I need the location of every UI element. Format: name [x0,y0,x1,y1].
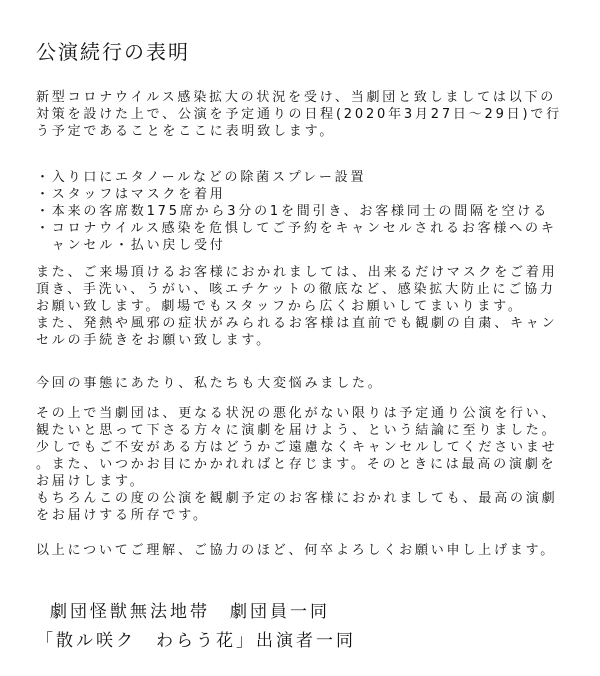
text-line: 今回の事態にあたり、私たちも大変悩みました。 [36,376,384,391]
closing-paragraph [36,542,576,559]
text-line: 。また、いつかお目にかかれればと存じます。そのときには最高の演劇を [36,457,557,472]
text-line: お願い致します。劇場でもスタッフから広くお願いしてまいります。 [36,299,524,314]
text-line: 以上についてご理解、ご協力のほど、何卒よろしくお願い申し上げます。 [36,543,557,558]
text-line: セルの手続きをお願い致します。 [36,333,272,348]
list-item: ・入り口にエタノールなどの除菌スプレー設置 [36,170,367,185]
text-line: 観たいと思って下さる方々に演劇を届けよう、という結論に至りました。 [36,423,558,438]
text-line: 頂き、手洗い、うがい、咳エチケットの徹底など、感染拡大防止にご協力 [36,282,556,297]
worry-paragraph [36,375,576,392]
text-line: 少しでもご不安がある方はどうかご遠慮なくキャンセルしてくださいませ [36,440,558,455]
intro-paragraph [36,89,576,140]
list-item: ャンセル・払い戻し受付 [36,238,226,253]
text-line: お届けします。 [36,474,146,489]
text-line: もちろんこの度の公演を観劇予定のお客様におかれましても、最高の演劇 [36,491,558,506]
text-line: をお届けする所存です。 [36,508,209,523]
decision-paragraph [36,405,576,524]
text-line: また、発熱や風邪の症状がみられるお客様は直前でも観劇の自粛、キャン [36,316,558,331]
text-line: また、ご来場頂けるお客様におかれましては、出来るだけマスクをご着用 [36,265,558,280]
list-item: ・スタッフはマスクを着用 [36,187,226,202]
text-line: 新型コロナウイルス感染拡大の状況を受け、当劇団と致しましては以下の [36,90,557,105]
request-paragraph [36,264,576,349]
measures-list [36,169,576,254]
text-line: その上で当劇団は、更なる状況の悪化がない限りは予定通り公演を行い、 [36,406,558,421]
page-title: 公演続行の表明 [36,40,190,64]
signature-cast: 「散ル咲ク わらう花」出演者一同 [36,631,356,651]
signature-troupe: 劇団怪獣無法地帯 劇団員一同 [50,602,330,622]
text-line: う予定であることをここに表明致します。 [36,124,336,139]
text-line: 対策を設けた上で、公演を予定通りの日程(2020年3月27日～29日)で行 [36,107,562,122]
list-item: ・本来の客席数175席から3分の1を間引き、お客様同士の間隔を空ける [36,204,550,219]
list-item: ・コロナウイルス感染を危惧してご予約をキャンセルされるお客様へのキ [36,221,557,236]
